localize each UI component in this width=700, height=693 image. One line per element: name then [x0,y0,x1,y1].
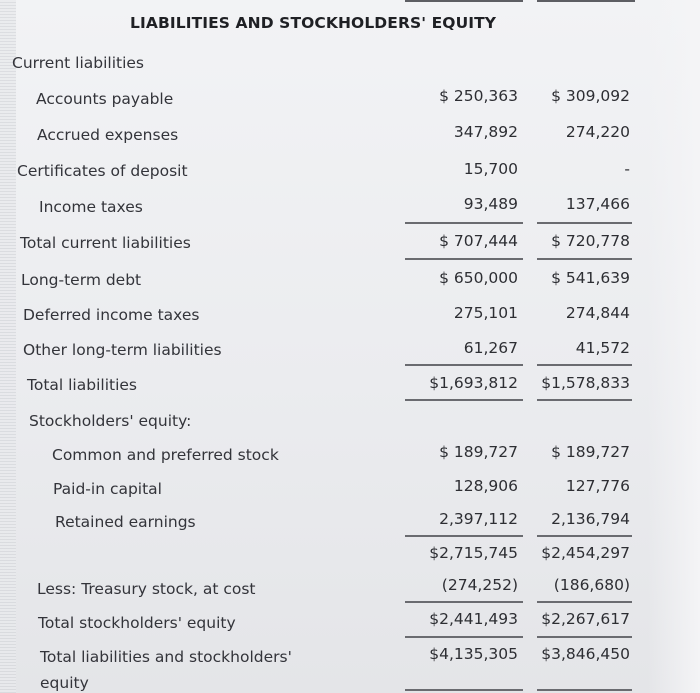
total-liabilities-equity-label-line2: equity [40,674,89,692]
equity-subtotal-rule-col2 [537,535,632,537]
accounts-payable-label: Accounts payable [36,90,174,108]
total-liabilities-equity-value-col2: $3,846,450 [541,645,630,663]
certificates-of-deposit-value-col2: - [624,160,630,178]
equity-total-rule-col2 [537,636,632,638]
equity-total-rule-col1 [405,636,523,638]
subtotal-rule-col1 [405,222,523,224]
retained-earnings-value-col1: 2,397,112 [439,510,518,528]
total-liabilities-value-col1: $1,693,812 [429,374,518,392]
deferred-income-taxes-value-col2: 274,844 [565,304,630,322]
accrued-expenses-label: Accrued expenses [37,126,179,144]
certificates-of-deposit-label: Certificates of deposit [17,162,188,180]
accrued-expenses-value-col2: 274,220 [565,123,630,141]
total-liabilities-equity-label-line1: Total liabilities and stockholders' [40,648,292,666]
grand-total-rule-col2 [537,689,632,691]
total-liabilities-rule-col1 [405,399,523,401]
certificates-of-deposit-value-col1: 15,700 [463,160,518,178]
other-long-term-liabilities-label: Other long-term liabilities [23,341,222,359]
common-preferred-stock-value-col2: $ 189,727 [551,443,630,461]
treasury-stock-label: Less: Treasury stock, at cost [37,580,256,598]
total-rule-col2 [537,258,632,260]
subtotal-rule-col2 [537,222,632,224]
income-taxes-value-col2: 137,466 [565,195,630,213]
long-term-debt-value-col1: $ 650,000 [439,269,518,287]
section-title: LIABILITIES AND STOCKHOLDERS' EQUITY [130,14,497,32]
page-edge-right [648,0,700,693]
equity-subtotal-value-col2: $2,454,297 [541,544,630,562]
grand-total-rule-col1 [405,689,523,691]
total-liabilities-rule-col2 [537,399,632,401]
equity-subtotal-rule-col1 [405,535,523,537]
total-current-liabilities-value-col1: $ 707,444 [439,232,518,250]
equity-subtotal-value-col1: $2,715,745 [429,544,518,562]
total-liabilities-equity-value-col1: $4,135,305 [429,645,518,663]
top-rule-col2 [537,0,635,2]
deferred-income-taxes-value-col1: 275,101 [453,304,518,322]
retained-earnings-label: Retained earnings [55,513,196,531]
total-rule-col1 [405,258,523,260]
treasury-stock-value-col2: (186,680) [553,576,630,594]
treasury-rule-col1 [405,601,523,603]
long-term-debt-label: Long-term debt [21,271,142,289]
long-term-debt-value-col2: $ 541,639 [551,269,630,287]
total-current-liabilities-value-col2: $ 720,778 [551,232,630,250]
income-taxes-label: Income taxes [39,198,143,216]
income-taxes-value-col1: 93,489 [463,195,518,213]
common-preferred-stock-label: Common and preferred stock [52,446,279,464]
paid-in-capital-value-col2: 127,776 [565,477,630,495]
paid-in-capital-label: Paid-in capital [53,480,162,498]
retained-earnings-value-col2: 2,136,794 [551,510,630,528]
treasury-rule-col2 [537,601,632,603]
total-liabilities-label: Total liabilities [27,376,137,394]
accounts-payable-value-col1: $ 250,363 [439,87,518,105]
accrued-expenses-value-col1: 347,892 [453,123,518,141]
page-edge [0,0,16,693]
stockholders-equity-heading: Stockholders' equity: [29,412,192,430]
total-stockholders-equity-label: Total stockholders' equity [38,614,236,632]
liabilities-rule-col2 [537,364,632,366]
treasury-stock-value-col1: (274,252) [441,576,518,594]
liabilities-rule-col1 [405,364,523,366]
total-stockholders-equity-value-col1: $2,441,493 [429,610,518,628]
deferred-income-taxes-label: Deferred income taxes [23,306,200,324]
current-liabilities-heading: Current liabilities [12,54,145,72]
accounts-payable-value-col2: $ 309,092 [551,87,630,105]
top-rule-col1 [405,0,523,2]
paid-in-capital-value-col1: 128,906 [453,477,518,495]
other-long-term-liabilities-value-col1: 61,267 [463,339,518,357]
other-long-term-liabilities-value-col2: 41,572 [575,339,630,357]
common-preferred-stock-value-col1: $ 189,727 [439,443,518,461]
total-current-liabilities-label: Total current liabilities [20,234,191,252]
total-liabilities-value-col2: $1,578,833 [541,374,630,392]
total-stockholders-equity-value-col2: $2,267,617 [541,610,630,628]
